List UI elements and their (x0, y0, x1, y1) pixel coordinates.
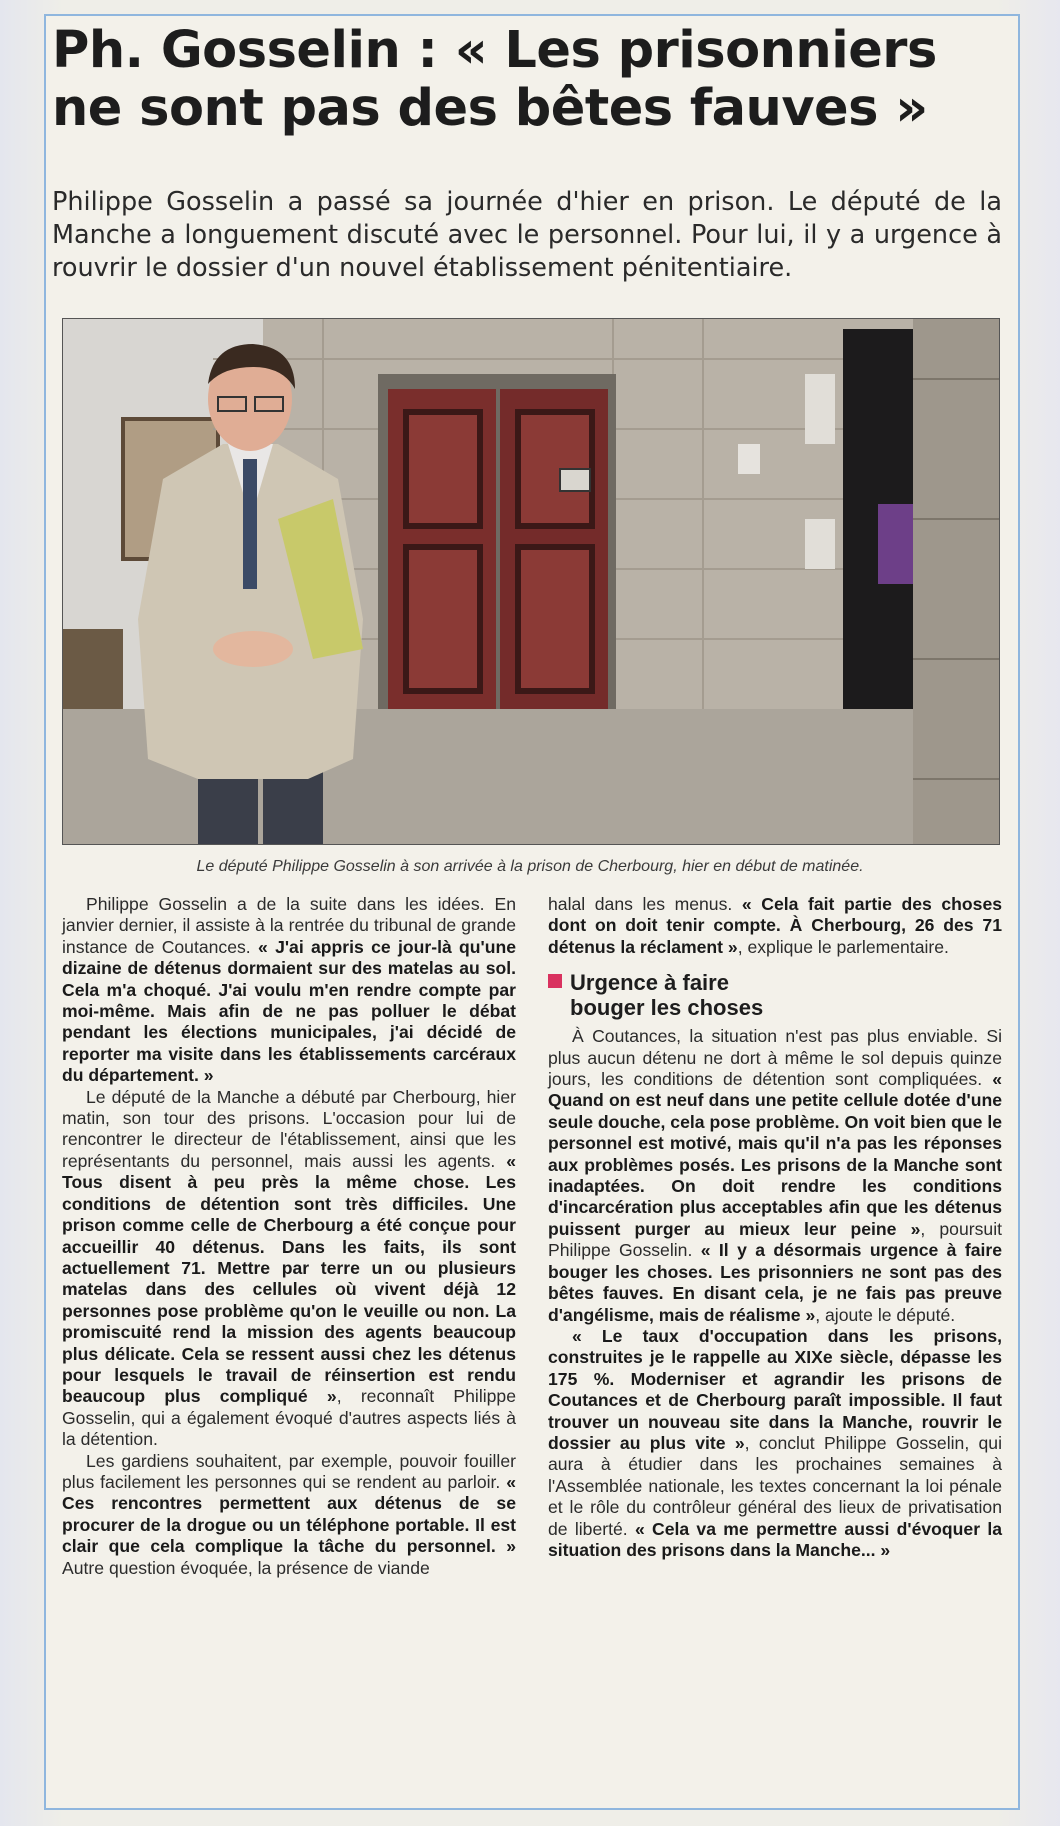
quote: « Il y a désormais urgence à faire bouger les choses. Les prisonniers ne sont pas des bêtes fauves. En disant cela, je ne fais pas preuve d'angélisme, mais de réalisme » (548, 1240, 1003, 1325)
quote: « Tous disent à peu près la même chose. Les conditions de détention sont très difficiles. Une prison comme celle de Cherbourg a été conçue pour accueillir 40 détenus. Dans les faits, ils sont actuellement 71. Mettre par terre un ou plusieurs matelas dans des cellules où vivent déjà 12 personnes pose problème qu'on le veuille ou non. La promiscuité rend la mission des agents beaucoup plus délicate. Cela se ressent aussi chez les détenus pour lesquels le travail de réinsertion est rendu beaucoup plus compliqué » (62, 1150, 516, 1407)
quote: « Quand on est neuf dans une petite cellule dotée d'une seule douche, cela pose problème. On voit bien que le personnel est motivé, mais qu'il n'a pas les réponses aux problèmes posés. Les prisons de la Manche sont inadaptées. On doit rendre les conditions d'incarcération plus acceptables afin que les détenus puissent purger au mieux leur peine » (548, 1069, 1002, 1239)
article-lead: Philippe Gosselin a passé sa journée d'hier en prison. Le député de la Manche a longuement discuté avec le personnel. Pour lui, il y a urgence à rouvrir le dossier d'un nouvel établissement pénitentiaire. (52, 187, 1002, 283)
paragraph: Les gardiens souhaitent, par exemple, pouvoir fouiller plus facilement les personnes qui se rendent au parloir. « Ces rencontres permettent aux détenus de se procurer de la drogue ou un téléphone portable. Il est clair que cela complique la tâche du personnel. » Autre question évoquée, la présence de viande (62, 1450, 516, 1578)
quote: « Ces rencontres permettent aux détenus de se procurer de la drogue ou un téléphone portable. Il est clair que cela complique la tâche du personnel. » (62, 1471, 516, 1557)
subhead-marker-icon (548, 974, 562, 988)
quote: « Cela fait partie des choses dont on doit tenir compte. À Cherbourg, 26 des 71 détenus la réclament » (548, 894, 1003, 957)
prison-entrance-photo (63, 319, 999, 844)
section-subheading: Urgence à faire bouger les choses (548, 970, 1002, 1020)
paragraph: Le député de la Manche a débuté par Cherbourg, hier matin, son tour des prisons. L'occasion pour lui de rencontrer le directeur de l'établissement, ainsi que les représentants du personnel, mais aussi les agents. « Tous disent à peu près la même chose. Les conditions de détention sont très difficiles. Une prison comme celle de Cherbourg a été conçue pour accueillir 40 détenus. Dans les faits, ils sont actuellement 71. Mettre par terre un ou plusieurs matelas dans des cellules où vivent déjà 12 personnes pose problème qu'on le veuille ou non. La promiscuité rend la mission des agents beaucoup plus délicate. Cela se ressent aussi chez les détenus pour lesquels le travail de réinsertion est rendu beaucoup plus compliqué », reconnaît Philippe Gosselin, qui a également évoqué d'autres aspects liés à la détention. (62, 1086, 516, 1450)
paragraph: halal dans les menus. « Cela fait partie des choses dont on doit tenir compte. À Cherbourg, 26 des 71 détenus la réclament », explique le parlementaire. (548, 894, 1003, 957)
article-photo (62, 318, 1000, 845)
paragraph: À Coutances, la situation n'est pas plus enviable. Si plus aucun détenu ne dort à même le sol depuis quinze jours, les conditions de détention sont compliquées. « Quand on est neuf dans une petite cellule dotée d'une seule douche, cela pose problème. On voit bien que le personnel est motivé, mais qu'il n'a pas les réponses aux problèmes posés. Les prisons de la Manche sont inadaptées. On doit rendre les conditions d'incarcération plus acceptables afin que les détenus puissent purger au mieux leur peine », poursuit Philippe Gosselin. « Il y a désormais urgence à faire bouger les choses. Les prisonniers ne sont pas des bêtes fauves. En disant cela, je ne fais pas preuve d'angélisme, mais de réalisme », ajoute le député. (548, 1026, 1003, 1325)
photo-caption: Le député Philippe Gosselin à son arrivée à la prison de Cherbourg, hier en début de matinée. (196, 858, 864, 875)
quote: « J'ai appris ce jour-là qu'une dizaine de détenus dormaient sur des matelas au sol. Cela m'a choqué. J'ai voulu m'en rendre compte par moi-même. Mais afin de ne pas polluer le débat pendant les élections municipales, j'ai décidé de reporter ma visite dans les établissements carcéraux du département. » (62, 936, 517, 1086)
article-column-left (62, 894, 516, 1579)
paragraph: Philippe Gosselin a de la suite dans les idées. En janvier dernier, il assiste à la rentrée du tribunal de grande instance de Coutances. « J'ai appris ce jour-là qu'une dizaine de détenus dormaient sur des matelas au sol. Cela m'a choqué. J'ai voulu m'en rendre compte par moi-même. Mais afin de ne pas polluer le débat pendant les élections municipales, j'ai décidé de reporter ma visite dans les établissements carcéraux du département. » (62, 894, 517, 1086)
article-headline: Ph. Gosselin : « Les prisonniers ne sont pas des bêtes fauves » (52, 21, 937, 138)
quote: « Cela va me permettre aussi d'évoquer la situation des prisons dans la Manche... » (548, 1518, 1003, 1560)
paragraph: « Le taux d'occupation dans les prisons, construites je le rappelle au XIXe siècle, dépasse les 175 %. Moderniser et agrandir les prisons de Coutances et de Cherbourg paraît impossible. Il faut trouver un nouveau site dans la Manche, rouvrir le dossier au plus vite », conclut Philippe Gosselin, qui aura à étudier dans les prochaines semaines à l'Assemblée nationale, les textes concernant la loi pénale et le rôle du contrôleur général des lieux de privatisation de liberté. « Cela va me permettre aussi d'évoquer la situation des prisons dans la Manche... » (548, 1325, 1003, 1560)
article-column-right (548, 894, 1002, 1561)
quote: « Le taux d'occupation dans les prisons, construites je le rappelle au XIXe siècle, dépasse les 175 %. Moderniser et agrandir les prisons de Coutances et de Cherbourg paraît impossible. Il faut trouver un nouveau site dans la Manche, rouvrir le dossier au plus vite » (548, 1325, 1002, 1453)
